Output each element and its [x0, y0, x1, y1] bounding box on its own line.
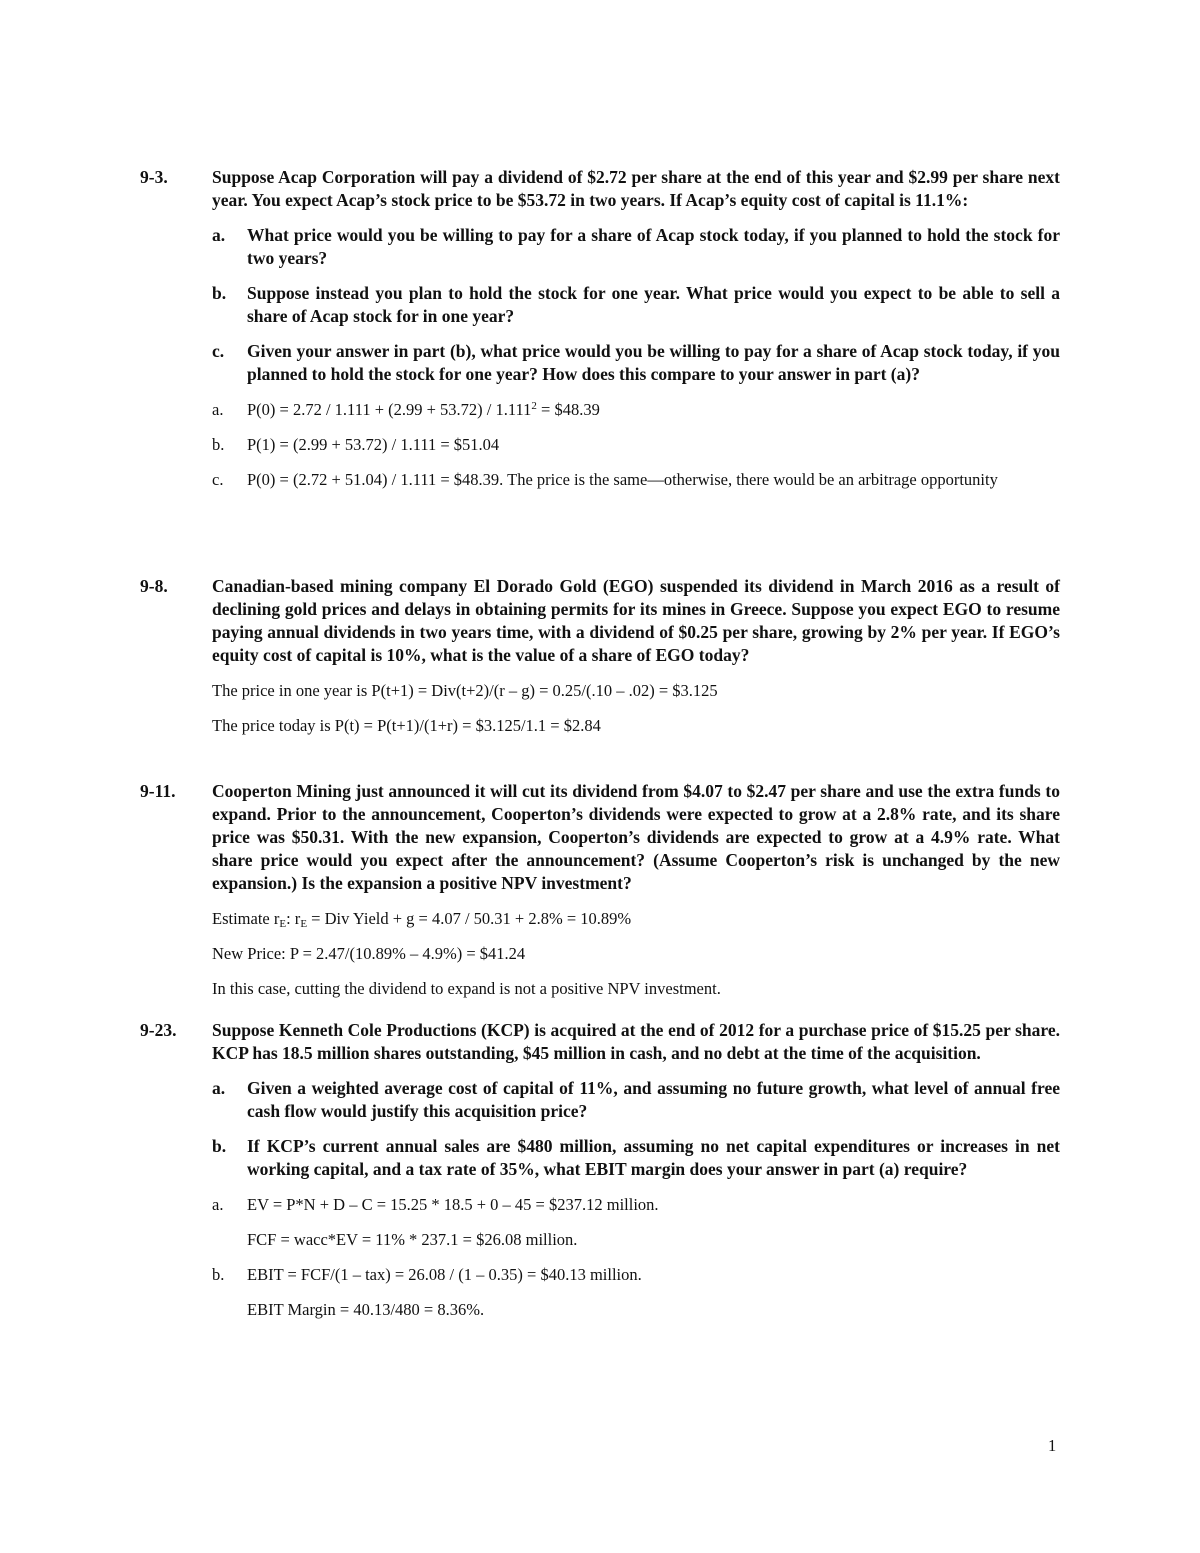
- answer-a: [212, 398, 1060, 421]
- answer-label: a.: [212, 400, 224, 419]
- answer-c: [212, 468, 1060, 491]
- problem-9-23: [140, 1019, 1060, 1321]
- answer-text: = Div Yield + g = 4.07 / 50.31 + 2.8% = 10.89%: [307, 909, 632, 928]
- part-text: What price would you be willing to pay for a share of Acap stock today, if you planned to hold the stock for two years?: [247, 225, 1060, 268]
- exponent: 2: [531, 400, 537, 412]
- problem-number: 9-11.: [140, 781, 176, 801]
- answer-label: b.: [212, 1265, 225, 1284]
- question-part-a: [212, 1077, 1060, 1123]
- part-text: If KCP’s current annual sales are $480 million, assuming no net capital expenditures or increases in net working capital, and a tax rate of 35%, what EBIT margin does your answer in part (a) require?: [247, 1136, 1060, 1179]
- part-label: b.: [212, 1136, 227, 1156]
- subscript: E: [279, 918, 287, 930]
- question-part-a: [212, 224, 1060, 270]
- answer-text: [247, 398, 1060, 421]
- answer-text: P(0) = (2.72 + 51.04) / 1.111 = $48.39. The price is the same—otherwise, there would be an arbitrage opportunity: [247, 470, 998, 489]
- part-label: a.: [212, 1078, 226, 1098]
- page-number: 1: [1048, 1436, 1057, 1455]
- answer-text: EBIT = FCF/(1 – tax) = 26.08 / (1 – 0.35) = $40.13 million.: [247, 1265, 642, 1284]
- part-label: c.: [212, 341, 225, 361]
- answer-line: The price in one year is P(t+1) = Div(t+2)/(r – g) = 0.25/(.10 – .02) = $3.125: [212, 681, 718, 700]
- answer-label: c.: [212, 470, 224, 489]
- problem-question: Canadian-based mining company El Dorado Gold (EGO) suspended its dividend in March 2016 as a result of declining gold prices and delays in obtaining permits for its mines in Greece. Suppose you expect EGO to resume paying annual dividends in two years time, with a dividend of $0.25 per share, growing by 2% per year. If EGO’s equity cost of capital is 10%, what is the value of a share of EGO today?: [212, 576, 1060, 665]
- question-part-c: [212, 340, 1060, 386]
- answer-text: Estimate r: [212, 909, 280, 928]
- question-part-b: [212, 1135, 1060, 1181]
- problem-9-11: [140, 780, 1060, 1000]
- answer-a: [212, 1193, 1060, 1251]
- answer-text: FCF = wacc*EV = 11% * 237.1 = $26.08 million.: [247, 1230, 578, 1249]
- answer-b: [212, 433, 1060, 456]
- part-text: Given a weighted average cost of capital of 11%, and assuming no future growth, what level of annual free cash flow would justify this acquisition price?: [247, 1078, 1060, 1121]
- problem-number: 9-3.: [140, 167, 168, 187]
- problem-question: Suppose Kenneth Cole Productions (KCP) is acquired at the end of 2012 for a purchase price of $15.25 per share. KCP has 18.5 million shares outstanding, $45 million in cash, and no debt at the time of the acquisition.: [212, 1020, 1060, 1063]
- answer-text: : r: [286, 909, 301, 928]
- answer-line: The price today is P(t) = P(t+1)/(1+r) = $3.125/1.1 = $2.84: [212, 716, 601, 735]
- answer-label: a.: [212, 1195, 224, 1214]
- answer-text: EV = P*N + D – C = 15.25 * 18.5 + 0 – 45 = $237.12 million.: [247, 1195, 659, 1214]
- answer-b: [212, 1263, 1060, 1321]
- part-label: b.: [212, 283, 227, 303]
- answer-line: In this case, cutting the dividend to expand is not a positive NPV investment.: [212, 979, 721, 998]
- answer-line: [212, 907, 1060, 930]
- problem-number: 9-8.: [140, 576, 168, 596]
- problem-number: 9-23.: [140, 1020, 177, 1040]
- problem-9-8: [140, 575, 1060, 737]
- part-text: Given your answer in part (b), what price would you be willing to pay for a share of Acap stock today, if you planned to hold the stock for one year? How does this compare to your answer in part (a)?: [247, 341, 1060, 384]
- answer-label: b.: [212, 435, 225, 454]
- subscript: E: [300, 918, 308, 930]
- answer-result: = $48.39: [536, 400, 600, 419]
- answer-line: New Price: P = 2.47/(10.89% – 4.9%) = $41.24: [212, 944, 526, 963]
- part-label: a.: [212, 225, 226, 245]
- part-text: Suppose instead you plan to hold the stock for one year. What price would you expect to be able to sell a share of Acap stock for in one year?: [247, 283, 1060, 326]
- problem-question: Suppose Acap Corporation will pay a dividend of $2.72 per share at the end of this year and $2.99 per share next year. You expect Acap’s stock price to be $53.72 in two years. If Acap’s equity cost of capital is 11.1%:: [212, 167, 1060, 210]
- problem-9-3: [140, 166, 1060, 491]
- answer-formula: P(0) = 2.72 / 1.111 + (2.99 + 53.72) / 1.111: [247, 400, 532, 419]
- answer-text: P(1) = (2.99 + 53.72) / 1.111 = $51.04: [247, 435, 500, 454]
- answer-text: EBIT Margin = 40.13/480 = 8.36%.: [247, 1300, 485, 1319]
- problem-question: Cooperton Mining just announced it will cut its dividend from $4.07 to $2.47 per share and use the extra funds to expand. Prior to the announcement, Cooperton’s dividends were expected to grow at a 2.8% rate, and its share price was $50.31. With the new expansion, Cooperton’s dividends are expected to grow at a 4.9% rate. What share price would you expect after the announcement? (Assume Cooperton’s risk is unchanged by the new expansion.) Is the expansion a positive NPV investment?: [212, 781, 1060, 893]
- question-part-b: [212, 282, 1060, 328]
